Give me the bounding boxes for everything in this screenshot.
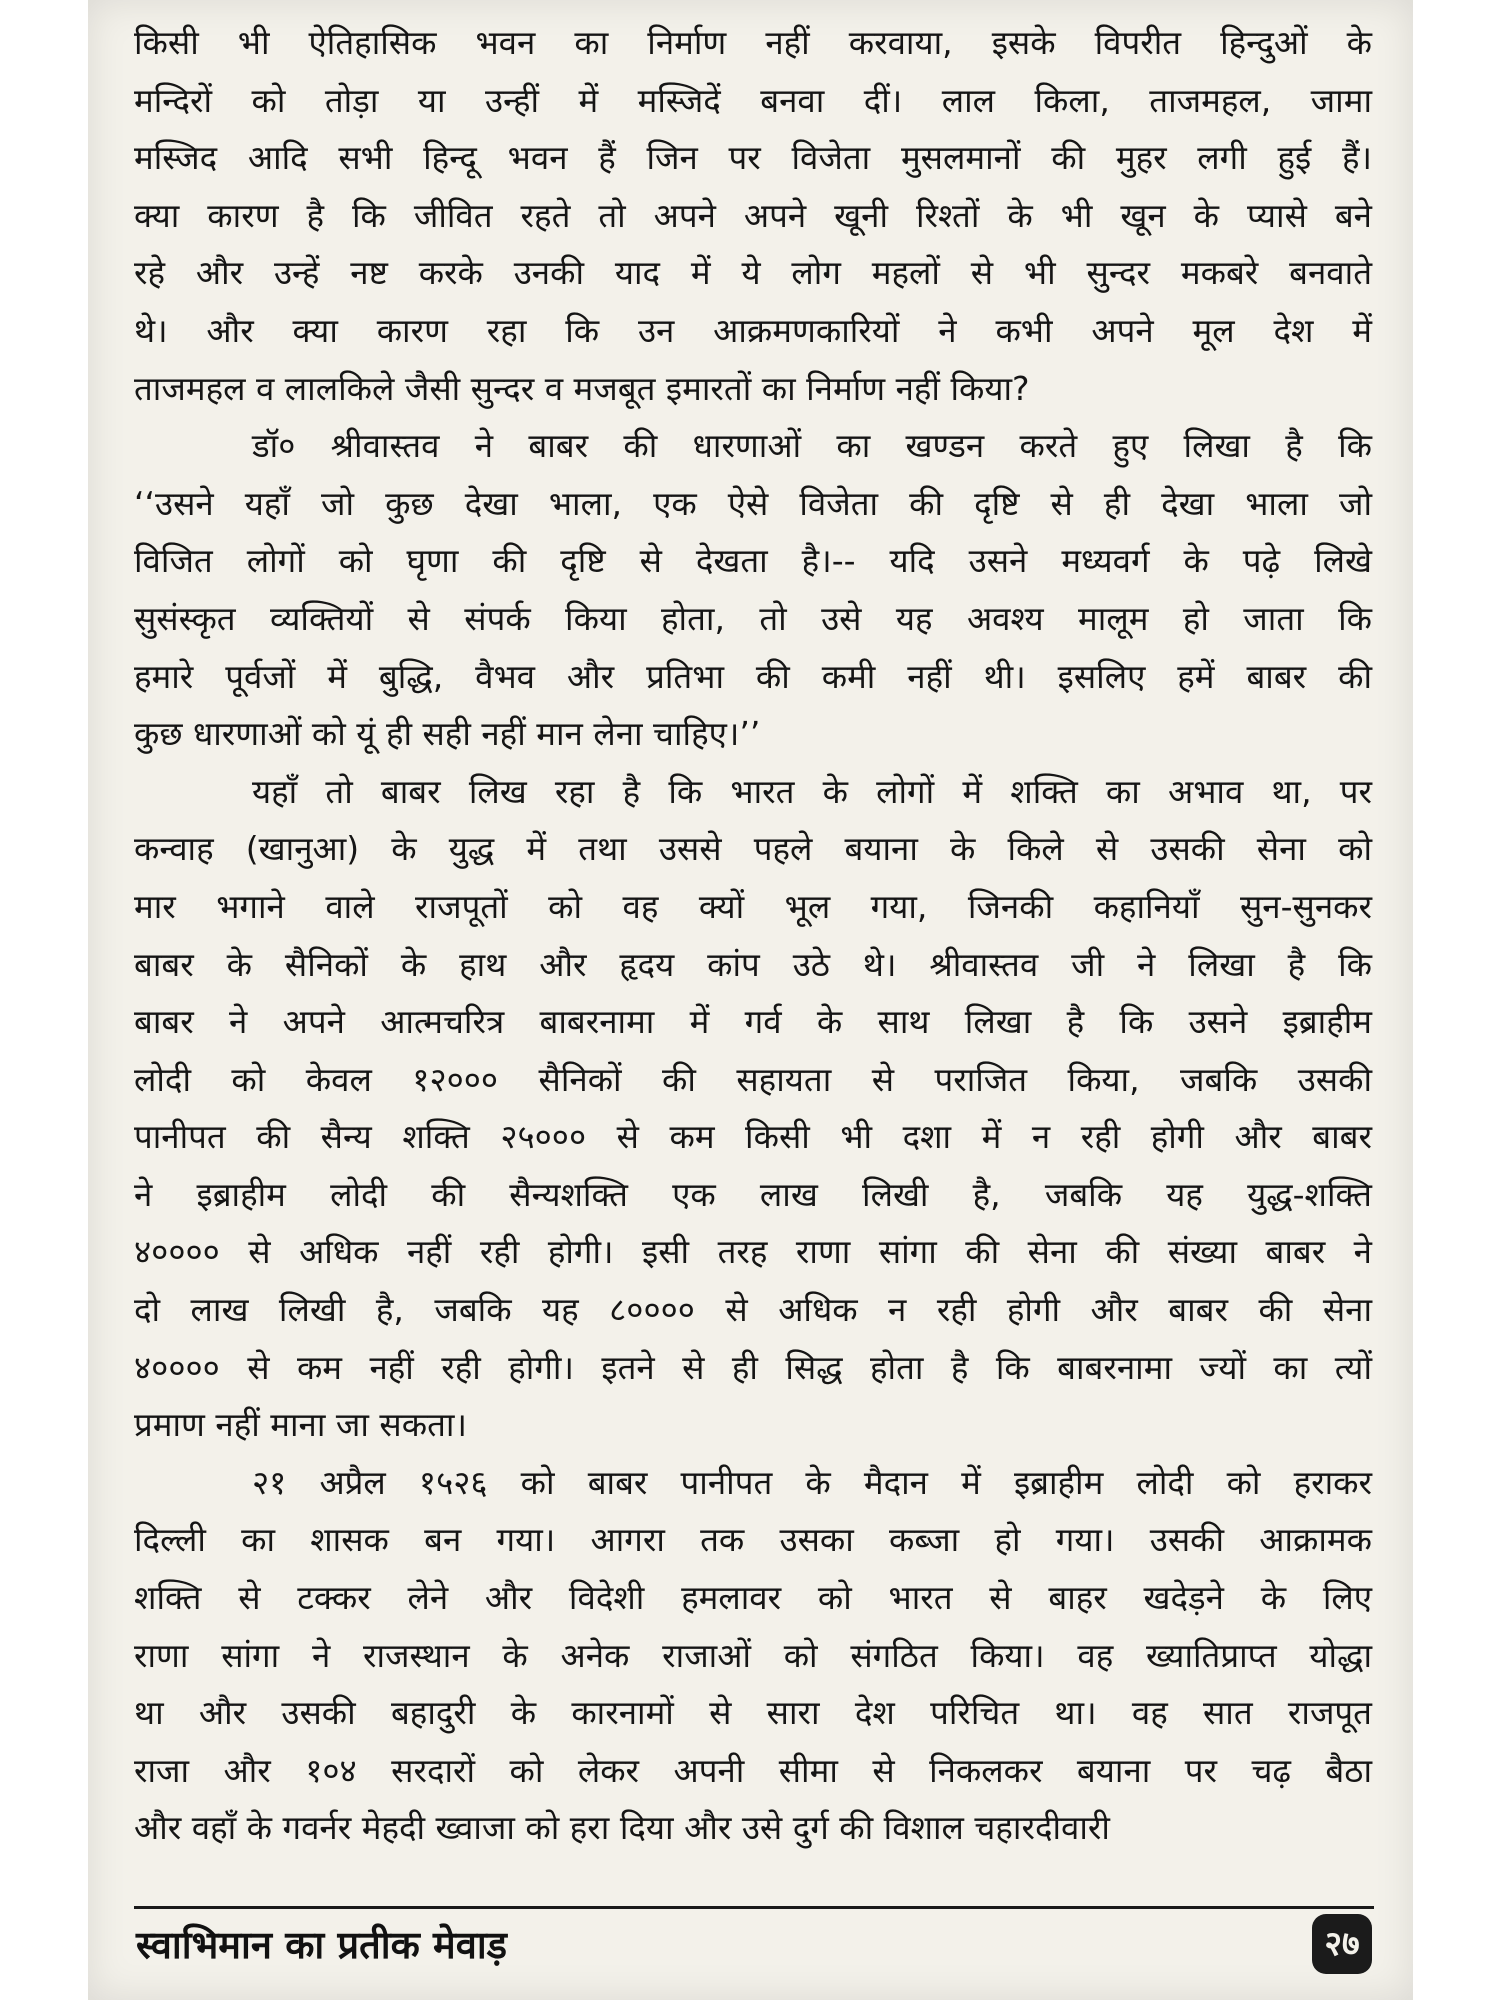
text-line: पानीपत की सैन्य शक्ति २५००० से कम किसी भी दशा में न रही होगी और बाबर: [134, 1117, 1372, 1157]
text-line: २१ अप्रैल १५२६ को बाबर पानीपत के मैदान में इब्राहीम लोदी को हराकर: [252, 1462, 1372, 1502]
text-line: और वहाँ के गवर्नर मेहदी ख्वाजा को हरा दिया और उसे दुर्ग की विशाल चहारदीवारी: [134, 1808, 1110, 1848]
book-page: [88, 0, 1413, 2000]
text-line: किसी भी ऐतिहासिक भवन का निर्माण नहीं करवाया, इसके विपरीत हिन्दुओं के: [134, 23, 1372, 62]
text-line: ने इब्राहीम लोदी की सैन्यशक्ति एक लाख लिखी है, जबकि यह युद्ध-शक्ति: [134, 1174, 1372, 1214]
text-line: डॉ० श्रीवास्तव ने बाबर की धारणाओं का खण्डन करते हुए लिखा है कि: [252, 426, 1372, 466]
text-line: मार भगाने वाले राजपूतों को वह क्यों भूल गया, जिनकी कहानियाँ सुन-सुनकर: [134, 886, 1372, 926]
running-footer-title: स्वाभिमान का प्रतीक मेवाड़: [136, 1923, 508, 1967]
text-line: बाबर के सैनिकों के हाथ और हृदय कांप उठे थे। श्रीवास्तव जी ने लिखा है कि: [134, 944, 1372, 984]
text-line: था और उसकी बहादुरी के कारनामों से सारा देश परिचित था। वह सात राजपूत: [134, 1693, 1372, 1733]
text-line: बाबर ने अपने आत्मचरित्र बाबरनामा में गर्व के साथ लिखा है कि उसने इब्राहीम: [134, 1002, 1372, 1042]
text-line: क्या कारण है कि जीवित रहते तो अपने अपने खूनी रिश्तों के भी खून के प्यासे बने: [134, 195, 1372, 235]
text-line: कन्वाह (खानुआ) के युद्ध में तथा उससे पहले बयाना के किले से उसकी सेना को: [134, 829, 1372, 869]
text-line: प्रमाण नहीं माना जा सकता।: [134, 1405, 467, 1445]
text-line: ‘‘उसने यहाँ जो कुछ देखा भाला, एक ऐसे विजेता की दृष्टि से ही देखा भाला जो: [134, 483, 1372, 523]
page-number-badge: २७: [1312, 1914, 1372, 1974]
text-line: दिल्ली का शासक बन गया। आगरा तक उसका कब्जा हो गया। उसकी आक्रामक: [134, 1520, 1372, 1560]
text-line: यहाँ तो बाबर लिख रहा है कि भारत के लोगों में शक्ति का अभाव था, पर: [252, 771, 1372, 811]
text-line: मस्जिद आदि सभी हिन्दू भवन हैं जिन पर विजेता मुसलमानों की मुहर लगी हुई हैं।: [134, 138, 1372, 178]
text-line: विजित लोगों को घृणा की दृष्टि से देखता है।-- यदि उसने मध्यवर्ग के पढ़े लिखे: [134, 541, 1372, 581]
text-line: दो लाख लिखी है, जबकि यह ८०००० से अधिक न रही होगी और बाबर की सेना: [134, 1290, 1372, 1330]
text-line: मन्दिरों को तोड़ा या उन्हीं में मस्जिदें बनवा दीं। लाल किला, ताजमहल, जामा: [134, 80, 1372, 120]
text-line: ४०००० से अधिक नहीं रही होगी। इसी तरह राणा सांगा की सेना की संख्या बाबर ने: [134, 1232, 1372, 1272]
text-line: ताजमहल व लालकिले जैसी सुन्दर व मजबूत इमारतों का निर्माण नहीं किया?: [134, 368, 1030, 408]
text-line: लोदी को केवल १२००० सैनिकों की सहायता से पराजित किया, जबकि उसकी: [134, 1059, 1372, 1099]
text-line: राजा और १०४ सरदारों को लेकर अपनी सीमा से निकलकर बयाना पर चढ़ बैठा: [134, 1750, 1372, 1790]
footer-rule: [134, 1906, 1374, 1909]
page-body-text: [134, 14, 1372, 1857]
text-line: सुसंस्कृत व्यक्तियों से संपर्क किया होता, तो उसे यह अवश्य मालूम हो जाता कि: [134, 598, 1372, 638]
text-line: ४०००० से कम नहीं रही होगी। इतने से ही सिद्ध होता है कि बाबरनामा ज्यों का त्यों: [134, 1347, 1372, 1387]
text-line: थे। और क्या कारण रहा कि उन आक्रमणकारियों ने कभी अपने मूल देश में: [134, 310, 1372, 350]
text-line: शक्ति से टक्कर लेने और विदेशी हमलावर को भारत से बाहर खदेड़ने के लिए: [134, 1578, 1372, 1618]
text-line: रहे और उन्हें नष्ट करके उनकी याद में ये लोग महलों से भी सुन्दर मकबरे बनवाते: [134, 253, 1372, 293]
text-line: कुछ धारणाओं को यूं ही सही नहीं मान लेना चाहिए।’’: [134, 714, 761, 754]
text-line: राणा सांगा ने राजस्थान के अनेक राजाओं को संगठित किया। वह ख्यातिप्राप्त योद्धा: [134, 1635, 1372, 1675]
text-line: हमारे पूर्वजों में बुद्धि, वैभव और प्रतिभा की कमी नहीं थी। इसलिए हमें बाबर की: [134, 656, 1372, 696]
